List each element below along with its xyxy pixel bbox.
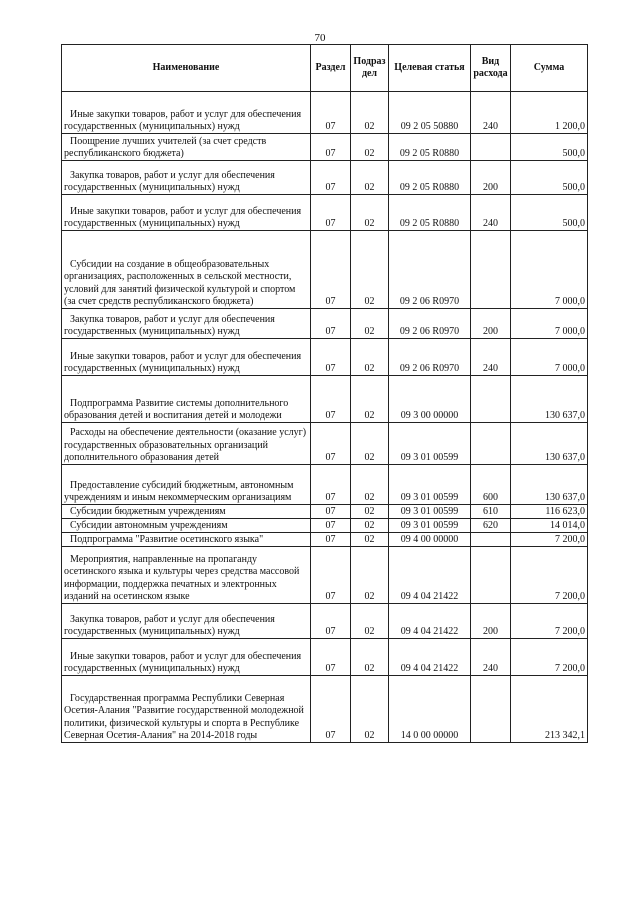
row-subsection: 02	[351, 547, 389, 604]
row-amount: 7 200,0	[511, 604, 588, 639]
header-section: Раздел	[311, 45, 351, 92]
row-amount: 213 342,1	[511, 676, 588, 743]
table-row	[62, 676, 588, 743]
row-target: 09 3 00 00000	[389, 376, 471, 423]
row-expense-type: 200	[471, 161, 511, 195]
row-amount: 500,0	[511, 195, 588, 231]
row-section: 07	[311, 161, 351, 195]
row-subsection: 02	[351, 92, 389, 134]
row-expense-type: 620	[471, 519, 511, 533]
table-row	[62, 376, 588, 423]
row-expense-type	[471, 533, 511, 547]
row-section: 07	[311, 376, 351, 423]
row-expense-type: 240	[471, 339, 511, 376]
row-name: Субсидии автономным учреждениям	[62, 519, 311, 533]
table-row	[62, 134, 588, 161]
row-name: Государственная программа Республики Северная Осетия-Алания "Развитие государственной молодежной политики, физической культуры и спорта в Республике Северная Осетия-Алания" на 2014-2018 годы	[62, 676, 311, 743]
table-row	[62, 161, 588, 195]
row-amount: 7 200,0	[511, 547, 588, 604]
row-name: Субсидии на создание в общеобразовательных организациях, расположенных в сельской местности, условий для занятий физической культурой и спортом (за счет средств республиканского бюджета)	[62, 231, 311, 309]
row-name: Иные закупки товаров, работ и услуг для обеспечения государственных (муниципальных) нужд	[62, 92, 311, 134]
budget-table	[61, 44, 588, 743]
row-section: 07	[311, 604, 351, 639]
row-name: Предоставление субсидий бюджетным, автономным учреждениям и иным некоммерческим организациям	[62, 465, 311, 505]
row-subsection: 02	[351, 231, 389, 309]
row-expense-type: 610	[471, 505, 511, 519]
table-row	[62, 309, 588, 339]
row-subsection: 02	[351, 309, 389, 339]
table-row	[62, 519, 588, 533]
row-name: Субсидии бюджетным учреждениям	[62, 505, 311, 519]
table-row	[62, 231, 588, 309]
row-section: 07	[311, 676, 351, 743]
row-name: Закупка товаров, работ и услуг для обеспечения государственных (муниципальных) нужд	[62, 161, 311, 195]
row-amount: 14 014,0	[511, 519, 588, 533]
page-number: 70	[314, 32, 326, 44]
row-subsection: 02	[351, 519, 389, 533]
row-expense-type	[471, 376, 511, 423]
row-amount: 130 637,0	[511, 423, 588, 465]
row-expense-type: 240	[471, 195, 511, 231]
row-name: Поощрение лучших учителей (за счет средств республиканского бюджета)	[62, 134, 311, 161]
row-target: 09 3 01 00599	[389, 465, 471, 505]
table-row	[62, 533, 588, 547]
row-subsection: 02	[351, 161, 389, 195]
table-row	[62, 339, 588, 376]
row-amount: 1 200,0	[511, 92, 588, 134]
table-row	[62, 639, 588, 676]
row-section: 07	[311, 519, 351, 533]
header-expense-type: Вид расхода	[471, 45, 511, 92]
row-subsection: 02	[351, 639, 389, 676]
row-subsection: 02	[351, 376, 389, 423]
table-row	[62, 547, 588, 604]
row-name: Закупка товаров, работ и услуг для обеспечения государственных (муниципальных) нужд	[62, 309, 311, 339]
row-section: 07	[311, 309, 351, 339]
row-expense-type: 200	[471, 309, 511, 339]
header-amount: Сумма	[511, 45, 588, 92]
row-expense-type: 240	[471, 92, 511, 134]
table-row	[62, 423, 588, 465]
row-subsection: 02	[351, 505, 389, 519]
row-name: Подпрограмма Развитие системы дополнительного образования детей и воспитания детей и молодежи	[62, 376, 311, 423]
row-target: 09 2 06 R0970	[389, 339, 471, 376]
row-section: 07	[311, 195, 351, 231]
row-expense-type	[471, 134, 511, 161]
row-target: 09 2 05 50880	[389, 92, 471, 134]
table-row	[62, 195, 588, 231]
table-row	[62, 604, 588, 639]
row-subsection: 02	[351, 465, 389, 505]
row-section: 07	[311, 423, 351, 465]
row-target: 09 3 01 00599	[389, 519, 471, 533]
row-name: Иные закупки товаров, работ и услуг для обеспечения государственных (муниципальных) нужд	[62, 195, 311, 231]
row-target: 09 4 04 21422	[389, 547, 471, 604]
row-subsection: 02	[351, 676, 389, 743]
row-target: 09 4 04 21422	[389, 604, 471, 639]
row-section: 07	[311, 465, 351, 505]
row-amount: 7 000,0	[511, 231, 588, 309]
row-amount: 7 200,0	[511, 533, 588, 547]
row-subsection: 02	[351, 195, 389, 231]
row-target: 09 2 05 R0880	[389, 134, 471, 161]
row-section: 07	[311, 639, 351, 676]
row-subsection: 02	[351, 134, 389, 161]
row-expense-type	[471, 231, 511, 309]
row-amount: 130 637,0	[511, 376, 588, 423]
header-name: Наименование	[62, 45, 311, 92]
row-subsection: 02	[351, 533, 389, 547]
row-section: 07	[311, 339, 351, 376]
row-target: 09 3 01 00599	[389, 423, 471, 465]
row-amount: 116 623,0	[511, 505, 588, 519]
row-section: 07	[311, 231, 351, 309]
row-target: 09 4 00 00000	[389, 533, 471, 547]
table-header-row	[62, 45, 588, 92]
row-section: 07	[311, 547, 351, 604]
row-name: Расходы на обеспечение деятельности (оказание услуг) государственных образовательных организаций дополнительного образования детей	[62, 423, 311, 465]
row-expense-type: 600	[471, 465, 511, 505]
row-section: 07	[311, 134, 351, 161]
table-row	[62, 92, 588, 134]
row-section: 07	[311, 505, 351, 519]
row-name: Иные закупки товаров, работ и услуг для обеспечения государственных (муниципальных) нужд	[62, 339, 311, 376]
row-amount: 500,0	[511, 134, 588, 161]
row-expense-type: 200	[471, 604, 511, 639]
row-expense-type	[471, 423, 511, 465]
row-subsection: 02	[351, 604, 389, 639]
row-name: Иные закупки товаров, работ и услуг для обеспечения государственных (муниципальных) нужд	[62, 639, 311, 676]
row-amount: 7 200,0	[511, 639, 588, 676]
row-expense-type	[471, 676, 511, 743]
row-subsection: 02	[351, 339, 389, 376]
row-target: 09 3 01 00599	[389, 505, 471, 519]
row-target: 09 2 05 R0880	[389, 161, 471, 195]
table-row	[62, 465, 588, 505]
row-target: 09 2 05 R0880	[389, 195, 471, 231]
row-amount: 7 000,0	[511, 309, 588, 339]
header-target: Целевая статья	[389, 45, 471, 92]
row-amount: 130 637,0	[511, 465, 588, 505]
table-row	[62, 505, 588, 519]
row-amount: 500,0	[511, 161, 588, 195]
row-target: 09 2 06 R0970	[389, 231, 471, 309]
header-subsection: Подраз дел	[351, 45, 389, 92]
row-expense-type	[471, 547, 511, 604]
row-name: Закупка товаров, работ и услуг для обеспечения государственных (муниципальных) нужд	[62, 604, 311, 639]
row-name: Подпрограмма "Развитие осетинского языка"	[62, 533, 311, 547]
row-section: 07	[311, 92, 351, 134]
row-subsection: 02	[351, 423, 389, 465]
row-target: 14 0 00 00000	[389, 676, 471, 743]
row-target: 09 4 04 21422	[389, 639, 471, 676]
row-target: 09 2 06 R0970	[389, 309, 471, 339]
row-section: 07	[311, 533, 351, 547]
row-name: Мероприятия, направленные на пропаганду осетинского языка и культуры через средства массовой информации, поддержка печатных и электронных изданий на осетинском языке	[62, 547, 311, 604]
row-amount: 7 000,0	[511, 339, 588, 376]
row-expense-type: 240	[471, 639, 511, 676]
